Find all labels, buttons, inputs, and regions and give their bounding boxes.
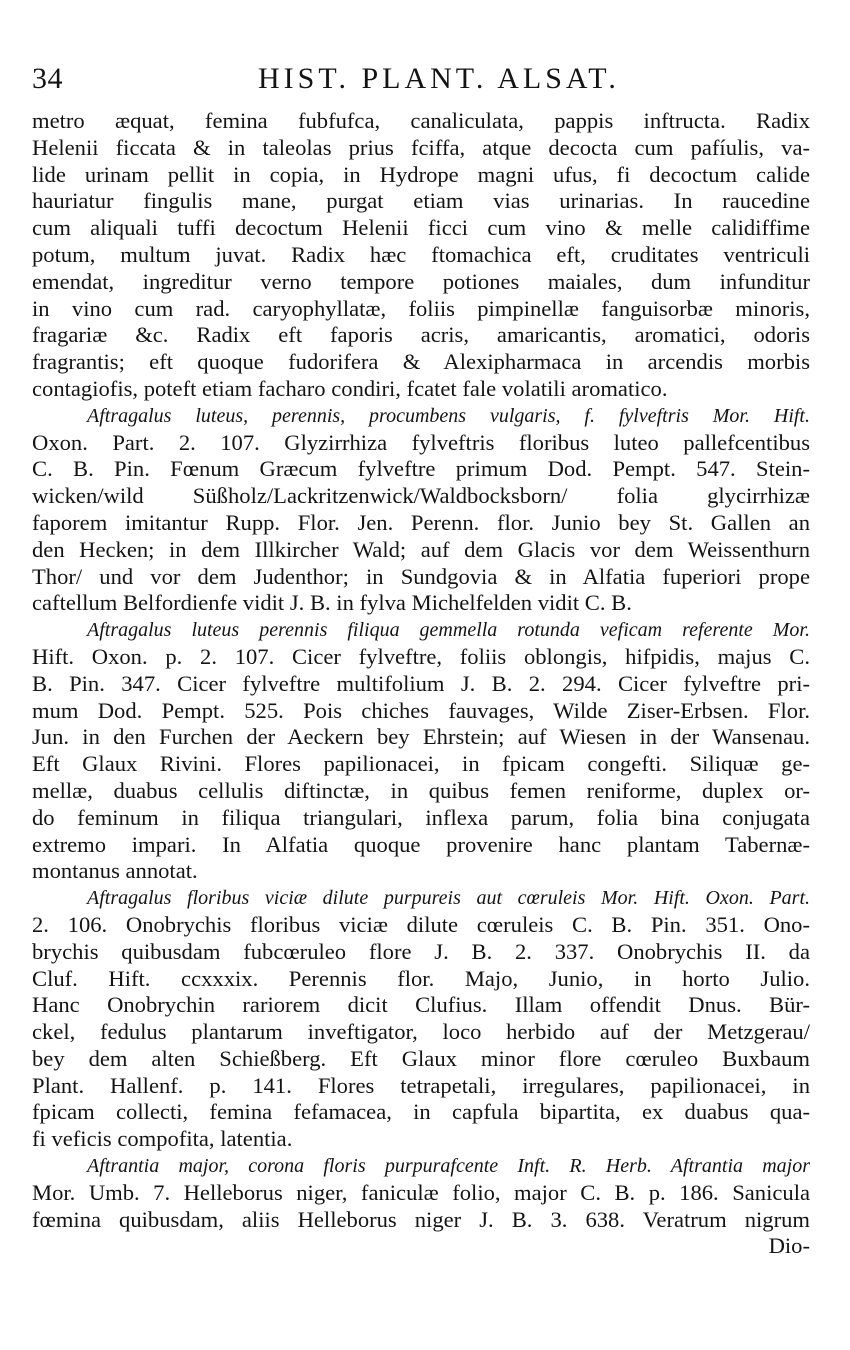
text-line: mum Dod. Pempt. 525. Pois chiches fauvages, Wilde Ziser-Erbsen. Flor. [32,697,810,723]
text-line: contagiofis, poteft etiam facharo condiri, fcatet fale volatili aromatico. [32,375,668,401]
text-line: Oxon. Part. 2. 107. Glyzirrhiza fylveftris floribus luteo pallefcentibus [32,429,810,455]
text-line: Hift. Oxon. p. 2. 107. Cicer fylveftre, foliis oblongis, hifpidis, majus C. [32,643,810,669]
text-line: potum, multum juvat. Radix hæc ftomachica eft, cruditates ventriculi [32,241,810,267]
text-line: faporem imitantur Rupp. Flor. Jen. Perenn. flor. Junio bey St. Gallen an [32,509,810,535]
text-line: Thor/ und vor dem Judenthor; in Sundgovia & in Alfatia fuperiori prope [32,563,810,589]
text-line: fœmina quibusdam, aliis Helleborus niger J. B. 3. 638. Veratrum nigrum [32,1206,810,1232]
text-line: metro æquat, femina fubfufca, canaliculata, pappis inftructa. Radix [32,108,810,133]
text-line: fragariæ &c. Radix eft faporis acris, amaricantis, aromatici, odoris [32,322,810,348]
text-line: 2. 106. Onobrychis floribus viciæ dilute cœruleis C. B. Pin. 351. Ono- [32,911,810,937]
text-line: C. B. Pin. Fœnum Græcum fylveftre primum Dod. Pempt. 547. Stein- [32,456,810,482]
page-number: 34 [32,62,63,95]
text-line: extremo impari. In Alfatia quoque provenire hanc plantam Tabernæ- [32,831,810,857]
text-line: B. Pin. 347. Cicer fylveftre multifolium J. B. 2. 294. Cicer fylveftre pri- [32,670,810,696]
text-line: den Hecken; in dem Illkircher Wald; auf dem Glacis vor dem Weissenthurn [32,536,810,562]
text-line: Helenii ficcata & in taleolas prius fciffa, atque decocta cum pafíulis, va- [32,134,810,160]
text-line: hauriatur fingulis mane, purgat etiam vias urinarias. In raucedine [32,188,810,214]
text-line: bey dem alten Schießberg. Eft Glaux minor flore cœruleo Buxbaum [32,1045,810,1071]
text-line: Cluf. Hift. ccxxxix. Perennis flor. Majo, Junio, in horto Julio. [32,965,810,991]
species-heading-astrantia-major: Aftrantia major, corona floris purpurafcente Inft. R. Herb. Aftrantia major [87,1155,810,1178]
text-line: caftellum Belfordienfe vidit J. B. in fylva Michelfelden vidit C. B. [32,590,632,616]
species-heading-astragalus-perennis: Aftragalus luteus perennis filiqua gemmella rotunda veficam referente Mor. [87,619,810,642]
species-heading-astragalus-floribus-viciae: Aftragalus floribus viciæ dilute purpureis aut cœruleis Mor. Hift. Oxon. Part. [87,887,810,910]
text-line: Eft Glaux Rivini. Flores papilionacei, in fpicam congefti. Siliquæ ge- [32,751,810,777]
text-line: do feminum in filiqua triangulari, inflexa parum, folia bina conjugata [32,804,810,830]
species-heading-astragalus-luteus: Aftragalus luteus, perennis, procumbens vulgaris, f. fylveftris Mor. Hift. [87,404,810,427]
text-line: fi veficis compofita, latentia. [32,1126,293,1152]
text-line: in vino cum rad. caryophyllatæ, foliis pimpinellæ fanguisorbæ minoris, [32,295,810,321]
running-title: HIST. PLANT. ALSAT. [258,62,620,95]
text-line: ckel, fedulus plantarum inveftigator, loco herbido auf der Metzgerau/ [32,1019,810,1045]
text-line: fpicam collecti, femina fefamacea, in capfula bipartita, ex duabus qua- [32,1099,810,1125]
text-line: fragrantis; eft quoque fudorifera & Alexipharmaca in arcendis morbis [32,349,810,375]
text-line: Jun. in den Furchen der Aeckern bey Ehrstein; auf Wiesen in der Wansenau. [32,724,810,750]
text-line: cum aliquali tuffi decoctum Helenii ficci cum vino & melle calidiffime [32,215,810,241]
text-line: brychis quibusdam fubcœruleo flore J. B. 2. 337. Onobrychis II. da [32,938,810,964]
text-line: montanus annotat. [32,858,198,884]
text-line: Mor. Umb. 7. Helleborus niger, faniculæ folio, major C. B. p. 186. Sanicula [32,1179,810,1205]
text-line: lide urinam pellit in copia, in Hydrope magni ufus, fi decoctum calide [32,161,810,187]
body-text [32,108,810,1260]
page-header [30,60,810,104]
text-line: mellæ, duabus cellulis diftinctæ, in quibus femen reniforme, duplex or- [32,777,810,803]
text-line: emendat, ingreditur verno tempore potiones maiales, dum infunditur [32,268,810,294]
text-line: Plant. Hallenf. p. 141. Flores tetrapetali, irregulares, papilionacei, in [32,1072,810,1098]
text-line: Hanc Onobrychin rariorem dicit Clufius. Illam offendit Dnus. Bür- [32,992,810,1018]
text-line: wicken/wild Süßholz/Lackritzenwick/Waldbocksborn/ folia glycirrhizæ [32,483,810,509]
catchword: Dio- [768,1233,810,1259]
